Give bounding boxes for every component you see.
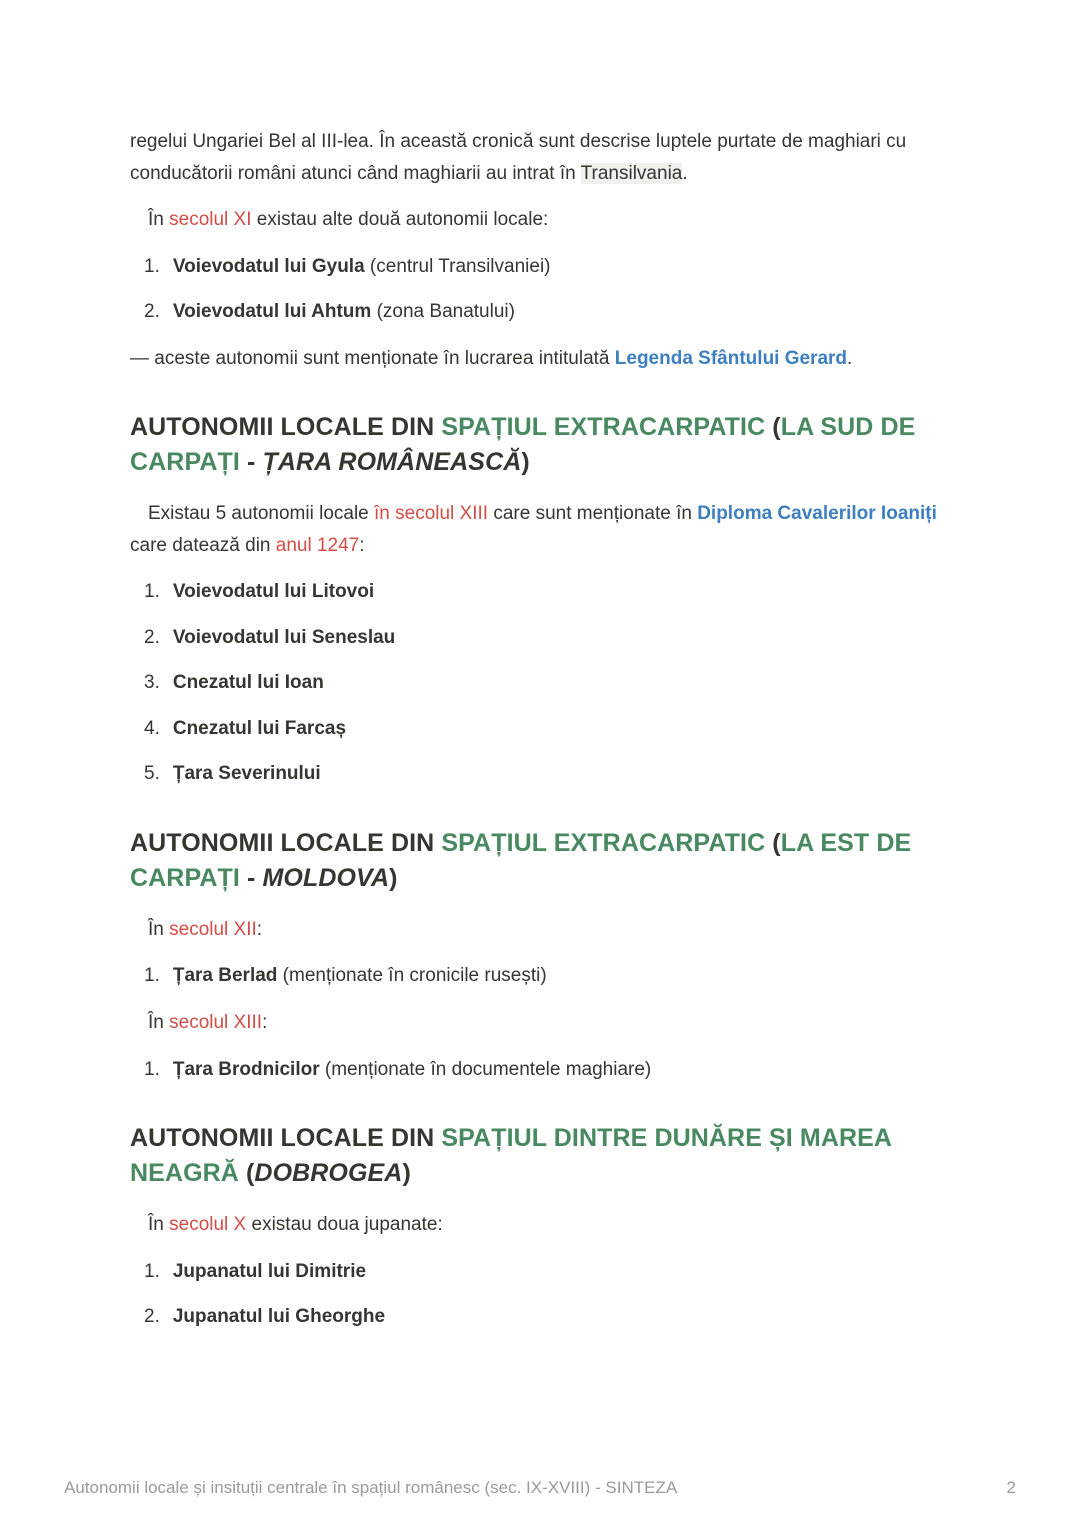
text-segment-green: SPAȚIUL EXTRACARPATIC: [441, 828, 773, 857]
numbered-list: [130, 576, 952, 790]
list-item-number: 4.: [144, 717, 160, 739]
text-segment-normal: În: [148, 1214, 170, 1236]
list-item-number: 1.: [144, 581, 160, 603]
text-segment-normal: (menționate în cronicile rusești): [277, 965, 547, 987]
list-item-text: [173, 301, 515, 322]
text-segment-normal: -: [239, 863, 263, 892]
list-item: [144, 251, 952, 283]
list-item: [144, 296, 952, 328]
paragraph: [130, 498, 952, 561]
text-segment-normal: ): [521, 448, 530, 477]
list-item-number: 1.: [144, 965, 160, 987]
text-segment-bold: Voievodatul lui Litovoi: [172, 581, 375, 603]
text-segment-normal: (: [772, 828, 781, 857]
text-segment-bold: Jupanatul lui Gheorghe: [172, 1306, 386, 1328]
list-item-text: [173, 763, 321, 784]
list-item-text: [173, 1059, 651, 1080]
list-item-text: [173, 627, 395, 648]
text-segment-red: secolul XI: [169, 209, 252, 231]
list-item: [144, 1054, 952, 1086]
list-item-number: 5.: [144, 763, 160, 785]
text-segment-normal: În: [148, 918, 170, 940]
section-heading: [130, 1121, 952, 1191]
text-segment-bold: Jupanatul lui Dimitrie: [172, 1260, 367, 1282]
list-item: [144, 1256, 952, 1288]
list-item: [144, 622, 952, 654]
list-item-number: 2.: [144, 1306, 160, 1328]
section-heading: [130, 826, 952, 896]
list-item-text: [173, 581, 374, 602]
text-segment-green: SPAȚIUL DINTRE DUNĂRE ȘI MAREA NEAGRĂ: [130, 1124, 892, 1188]
section-heading: [130, 410, 952, 480]
text-segment-italic: DOBROGEA: [254, 1159, 403, 1188]
text-segment-normal: existau alte două autonomii locale:: [251, 209, 549, 231]
text-segment-normal: AUTONOMII LOCALE DIN: [130, 1124, 442, 1153]
paragraph: [130, 1209, 952, 1241]
text-segment-normal: (: [772, 413, 781, 442]
text-segment-bold: Voievodatul lui Gyula: [172, 255, 365, 277]
list-item-number: 1.: [144, 1260, 160, 1282]
text-segment-normal: .: [682, 162, 688, 184]
numbered-list: [130, 960, 952, 992]
text-segment-italic: ȚARA ROMÂNEASCĂ: [262, 448, 522, 477]
text-segment-normal: (centrul Transilvaniei): [364, 255, 551, 277]
text-segment-normal: AUTONOMII LOCALE DIN: [130, 413, 442, 442]
text-segment-normal: În: [148, 209, 170, 231]
text-segment-red: secolul XII: [169, 918, 257, 940]
text-segment-normal: .: [847, 347, 853, 369]
list-item-number: 2.: [144, 301, 160, 323]
numbered-list: [130, 1054, 952, 1086]
text-segment-bold: Cnezatul lui Farcaș: [172, 717, 347, 739]
list-item-number: 3.: [144, 672, 160, 694]
text-segment-normal: Existau 5 autonomii locale: [148, 503, 375, 525]
text-segment-normal: care datează din: [130, 534, 276, 556]
paragraph: [130, 1007, 952, 1039]
footer-text: Autonomii locale și insituții centrale în spațiul românesc (sec. IX-XVIII) - SINTEZA: [64, 1478, 678, 1497]
list-item: [144, 713, 952, 745]
text-segment-blue-bold: Diploma Cavalerilor Ioaniți: [697, 503, 937, 525]
text-segment-normal: care sunt menționate în: [488, 503, 698, 525]
text-segment-normal: ): [402, 1159, 411, 1188]
text-segment-bold: Țara Severinului: [172, 763, 321, 785]
text-segment-green: LA EST DE CARPAȚI: [130, 828, 912, 892]
text-segment-normal: AUTONOMII LOCALE DIN: [130, 828, 442, 857]
list-item-text: [173, 1306, 385, 1327]
text-segment-green: LA SUD DE CARPAȚI: [130, 413, 916, 477]
text-segment-red: în secolul XIII: [374, 503, 489, 525]
paragraph: [130, 126, 952, 189]
text-segment-bold: Țara Berlad: [172, 965, 278, 987]
text-segment-bold: Voievodatul lui Ahtum: [172, 301, 372, 323]
text-segment-highlight: Transilvania: [580, 162, 683, 184]
list-item-text: [173, 672, 324, 693]
text-segment-bold: Voievodatul lui Seneslau: [172, 626, 396, 648]
paragraph: [130, 204, 952, 236]
list-item-text: [173, 256, 551, 277]
text-segment-green: SPAȚIUL EXTRACARPATIC: [441, 413, 773, 442]
text-segment-normal: ): [389, 863, 398, 892]
numbered-list: [130, 1256, 952, 1333]
text-segment-normal: În: [148, 1011, 170, 1033]
text-segment-italic: MOLDOVA: [262, 863, 390, 892]
text-segment-normal: existau doua jupanate:: [246, 1214, 443, 1236]
document-content: [130, 126, 952, 1348]
text-segment-bold: Cnezatul lui Ioan: [172, 672, 324, 694]
list-item-number: 2.: [144, 626, 160, 648]
numbered-list: [130, 251, 952, 328]
list-item: [144, 960, 952, 992]
text-segment-normal: :: [262, 1011, 268, 1033]
text-segment-red: secolul XIII: [169, 1011, 263, 1033]
text-segment-normal: (: [245, 1159, 255, 1188]
text-segment-normal: regelui Ungariei Bel al III-lea. În această cronică sunt descrise luptele purtate de maghiari cu conducătorii români atunci când maghiarii au intrat în: [130, 131, 907, 184]
text-segment-bold: Țara Brodnicilor: [172, 1058, 320, 1080]
text-segment-normal: :: [256, 918, 263, 940]
list-item-number: 1.: [144, 1058, 160, 1080]
list-item-text: [173, 1261, 366, 1282]
list-item: [144, 758, 952, 790]
text-segment-normal: :: [359, 534, 365, 556]
list-item-text: [173, 718, 346, 739]
page-number: 2: [1006, 1478, 1016, 1497]
list-item: [144, 1301, 952, 1333]
text-segment-red: anul 1247: [275, 534, 360, 556]
list-item: [144, 667, 952, 699]
text-segment-normal: (zona Banatului): [371, 301, 515, 323]
paragraph: [130, 343, 952, 375]
text-segment-blue-bold: Legenda Sfântului Gerard: [614, 347, 848, 369]
list-item-text: [173, 965, 547, 986]
text-segment-normal: -: [239, 448, 263, 477]
text-segment-normal: (menționate în documentele maghiare): [319, 1058, 652, 1080]
text-segment-red: secolul X: [169, 1214, 247, 1236]
list-item-number: 1.: [144, 255, 160, 277]
text-segment-normal: — aceste autonomii sunt menționate în lucrarea intitulată: [130, 347, 615, 369]
paragraph: [130, 914, 952, 946]
footer: [64, 1478, 1016, 1498]
list-item: [144, 576, 952, 608]
